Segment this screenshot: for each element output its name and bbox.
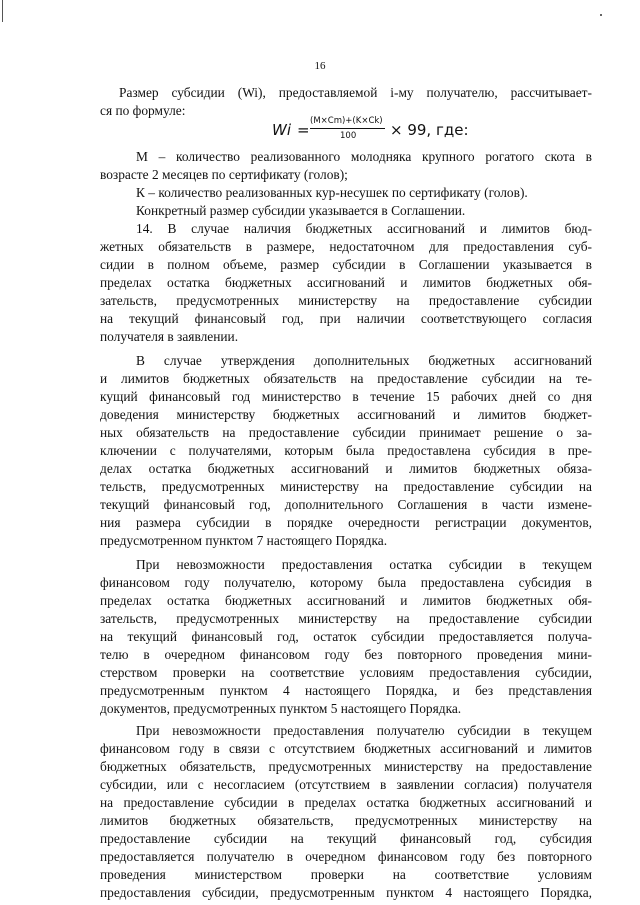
text-line: субсидии, или с несогласием (отсутствием в заявлении согласия) получателя: [100, 777, 592, 792]
text-line: кущий финансовый год министерство в течение 15 рабочих дней со дня: [100, 389, 592, 404]
text-line: зательств, предусмотренных министерству на предоставление субсидии: [100, 611, 592, 626]
page-number: 16: [314, 60, 326, 72]
text-line: лимитов бюджетных обязательств, предусмотренных министерству на: [100, 813, 592, 828]
text-line: ключении с получателями, которым была предоставлена субсидия в пре-: [100, 443, 592, 458]
text-line: Конкретный размер субсидии указывается в Соглашении.: [136, 203, 466, 218]
formula-fraction-bar: [310, 128, 385, 129]
text-line: предоставляется получателю в очередном финансовом году без повторного: [100, 849, 592, 864]
text-line: пределах остатка бюджетных ассигнований и лимитов бюджетных обя-: [100, 593, 592, 608]
text-line: бюджетных обязательств, предусмотренных министерству на предоставление: [100, 759, 592, 774]
text-line: делах остатка бюджетных ассигнований и лимитов бюджетных обяза-: [100, 461, 592, 476]
text-line: ных обязательств на предоставление субсидии принимает решение о за-: [100, 425, 592, 440]
text-line: тельств, предусмотренных министерству на предоставление субсидии на: [100, 479, 592, 494]
formula-denominator: 100: [340, 131, 357, 141]
formula-rest: × 99, где:: [390, 121, 469, 139]
text-line: предоставления субсидии, предусмотренным пунктом 4 настоящего Порядка,: [100, 885, 592, 900]
text-line: При невозможности предоставления остатка субсидии в текущем: [136, 557, 592, 572]
text-line: финансовом году получателю, которому была предоставлена субсидия в: [100, 575, 592, 590]
text-line: сидии в полном объеме, размер субсидии в Соглашении указывается в: [100, 257, 592, 272]
text-line: на предоставление субсидии в пределах остатка бюджетных ассигнований и: [100, 795, 592, 810]
text-line: телю в очередном финансовом году без повторного проведения мини-: [100, 647, 592, 662]
scan-dot-mark: [600, 14, 602, 16]
text-line: зательств, предусмотренных министерству на предоставление субсидии: [100, 293, 592, 308]
text-line: финансовом году в связи с отсутствием бюджетных ассигнований и лимитов: [100, 741, 592, 756]
text-line: жетных обязательств в размере, недостаточном для предоставления суб-: [100, 239, 592, 254]
text-line: ся по формуле:: [100, 103, 186, 118]
text-line: пределах остатка бюджетных ассигнований и лимитов бюджетных обя-: [100, 275, 592, 290]
text-line: возрасте 2 месяцев по сертификату (голов);: [100, 167, 348, 182]
text-line: Размер субсидии (Wi), предоставляемой i-му получателю, рассчитывает-: [119, 85, 592, 100]
text-line: В случае утверждения дополнительных бюджетных ассигнований: [136, 353, 592, 368]
text-line: предусмотренным пунктом 4 настоящего Порядка, и без представления: [100, 683, 592, 698]
formula-equals: =: [297, 121, 310, 139]
text-line: предоставление субсидии на текущий финансовый год, субсидия: [100, 831, 592, 846]
text-line: текущий финансовый год, дополнительного Соглашения в части измене-: [100, 497, 592, 512]
text-line: на текущий финансовый год, при наличии соответствующего согласия: [100, 311, 592, 326]
text-line: проведения министерством проверки на соответствие условиям: [100, 867, 592, 882]
text-line: получателя в заявлении.: [100, 329, 239, 344]
text-line: и лимитов бюджетных обязательств на предоставление субсидии на те-: [100, 371, 592, 386]
scan-edge-mark: [2, 0, 3, 22]
text-line: К – количество реализованных кур-несушек по сертификату (голов).: [136, 185, 528, 200]
text-line: стерством проверки на соответствие условиям предоставления субсидии,: [100, 665, 592, 680]
text-line: 14. В случае наличия бюджетных ассигнований и лимитов бюд-: [136, 221, 592, 236]
text-line: ния размера субсидии в порядке очередности регистрации документов,: [100, 515, 592, 530]
formula-lhs: Wi: [272, 121, 291, 139]
text-line: документов, предусмотренных пунктом 5 настоящего Порядка.: [100, 701, 462, 716]
text-line: на текущий финансовый год, остаток субсидии предоставляется получа-: [100, 629, 592, 644]
text-line: При невозможности предоставления получателю субсидии в текущем: [136, 723, 592, 738]
text-line: предусмотренном пунктом 7 настоящего Порядка.: [100, 533, 388, 548]
text-line: М – количество реализованного молодняка крупного рогатого скота в: [136, 149, 592, 164]
formula-numerator: (M×Cm)+(K×Ck): [310, 116, 383, 126]
text-line: доведения министерству бюджетных ассигнований и лимитов бюджет-: [100, 407, 592, 422]
